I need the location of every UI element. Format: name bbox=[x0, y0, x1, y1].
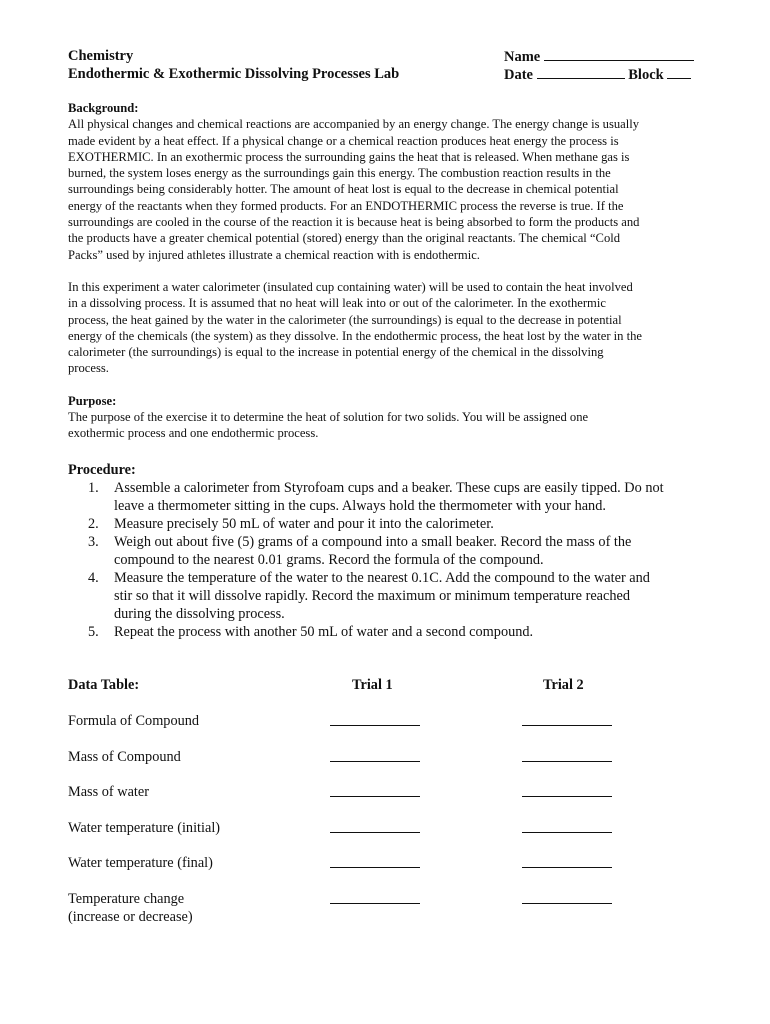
text-line: process, the heat gained by the water in the calorimeter (the surroundings) is equal to the decrease in potential bbox=[68, 312, 622, 327]
trial-2-blank[interactable] bbox=[522, 867, 612, 868]
step-text: Measure precisely 50 mL of water and pour it into the calorimeter. bbox=[114, 516, 494, 532]
step-text: leave a thermometer sitting in the cups. Always hold the thermometer with your hand. bbox=[114, 498, 606, 514]
row-label-line: Temperature change bbox=[68, 890, 185, 907]
name-field[interactable] bbox=[504, 47, 694, 66]
lab-title: Endothermic & Exothermic Dissolving Processes Lab bbox=[68, 66, 400, 82]
row-label bbox=[68, 712, 199, 730]
row-label bbox=[68, 819, 220, 837]
text-line: EXOTHERMIC. In an exothermic process the surrounding gains the heat that is released. When methane gas is bbox=[68, 149, 630, 164]
procedure-heading: Procedure: bbox=[68, 462, 136, 478]
text-line: energy of the reactants when they formed products. For an ENDOTHERMIC process the reverse is true. If the bbox=[68, 198, 624, 213]
text-line: surroundings being considerably hotter. The amount of heat lost is equal to the decrease in chemical potential bbox=[68, 182, 619, 197]
step-text: stir so that it will dissolve rapidly. Record the maximum or minimum temperature reached bbox=[114, 588, 631, 604]
step-text: Repeat the process with another 50 mL of water and a second compound. bbox=[114, 624, 534, 640]
procedure-step bbox=[68, 515, 728, 533]
step-text: during the dissolving process. bbox=[114, 606, 285, 622]
trial-2-blank[interactable] bbox=[522, 832, 612, 833]
text-line: calorimeter (the surroundings) is equal to the increase in potential energy of the chemical in the dissolving bbox=[68, 345, 604, 360]
trial-1-blank[interactable] bbox=[330, 903, 420, 904]
course-title: Chemistry bbox=[68, 48, 134, 64]
text-line: The purpose of the exercise it to determine the heat of solution for two solids. You will be assigned one bbox=[68, 410, 589, 425]
step-number: 1. bbox=[88, 480, 99, 496]
row-label bbox=[68, 783, 149, 801]
trial-2-blank[interactable] bbox=[522, 796, 612, 797]
step-number: 2. bbox=[88, 516, 99, 532]
trial-2-blank[interactable] bbox=[522, 903, 612, 904]
background-paragraph-1 bbox=[68, 116, 708, 263]
procedure-steps bbox=[68, 479, 728, 641]
row-label bbox=[68, 854, 213, 872]
step-number: 5. bbox=[88, 624, 99, 640]
block-label: Block bbox=[628, 67, 664, 83]
trial-1-blank[interactable] bbox=[330, 867, 420, 868]
row-label bbox=[68, 890, 193, 926]
procedure-step bbox=[68, 533, 728, 569]
block-blank[interactable] bbox=[667, 65, 691, 79]
row-label-line: Formula of Compound bbox=[68, 713, 200, 729]
procedure-section bbox=[68, 461, 728, 641]
background-heading: Background: bbox=[68, 101, 139, 115]
text-line: burned, the system loses energy as the surroundings gain this energy. The combustion reaction results in the bbox=[68, 166, 611, 181]
text-line: surroundings are cooled in the course of the reaction it is because heat is being absorbed to form the products and bbox=[68, 215, 640, 230]
name-blank[interactable] bbox=[544, 47, 694, 61]
step-text: Measure the temperature of the water to the nearest 0.1C. Add the compound to the water and bbox=[114, 570, 650, 586]
trial-1-blank[interactable] bbox=[330, 725, 420, 726]
step-text: Assemble a calorimeter from Styrofoam cups and a beaker. These cups are easily tipped. Do not bbox=[114, 480, 664, 496]
row-label bbox=[68, 748, 181, 766]
procedure-step bbox=[68, 569, 728, 623]
trial-1-blank[interactable] bbox=[330, 832, 420, 833]
step-text: Weigh out about five (5) grams of a compound into a small beaker. Record the mass of the bbox=[114, 534, 632, 550]
date-block-field[interactable] bbox=[504, 65, 691, 84]
name-label: Name bbox=[504, 49, 541, 65]
text-line: Packs” used by injured athletes illustrate a chemical reaction with is endothermic. bbox=[68, 247, 480, 262]
date-blank[interactable] bbox=[537, 65, 625, 79]
row-label-line: Mass of Compound bbox=[68, 748, 181, 765]
date-label: Date bbox=[504, 67, 533, 83]
data-table-heading: Data Table: bbox=[68, 677, 140, 693]
text-line: exothermic process and one endothermic process. bbox=[68, 426, 319, 441]
text-line: energy of the chemicals (the system) as they dissolve. In the endothermic process, the heat lost by the water in the bbox=[68, 328, 643, 343]
trial-2-blank[interactable] bbox=[522, 725, 612, 726]
step-number: 4. bbox=[88, 570, 99, 586]
background-section bbox=[68, 100, 708, 442]
row-label-line: Water temperature (final) bbox=[68, 855, 213, 871]
procedure-step bbox=[68, 623, 728, 641]
procedure-step bbox=[68, 479, 728, 515]
trial-2-blank[interactable] bbox=[522, 761, 612, 762]
trial-1-blank[interactable] bbox=[330, 761, 420, 762]
background-paragraph-2 bbox=[68, 279, 708, 377]
trial-1-header: Trial 1 bbox=[352, 677, 393, 693]
row-label-line: Mass of water bbox=[68, 784, 149, 800]
step-text: compound to the nearest 0.01 grams. Record the formula of the compound. bbox=[114, 552, 544, 568]
row-label-line: (increase or decrease) bbox=[68, 908, 193, 925]
purpose-paragraph bbox=[68, 409, 708, 442]
trial-1-blank[interactable] bbox=[330, 796, 420, 797]
text-line: process. bbox=[68, 361, 109, 376]
step-number: 3. bbox=[88, 534, 99, 550]
row-label-line: Water temperature (initial) bbox=[68, 819, 221, 836]
text-line: the products have a greater chemical potential (stored) energy than the original reactants. The chemical “Cold bbox=[68, 231, 621, 246]
trial-2-header: Trial 2 bbox=[543, 677, 584, 693]
text-line: in a dissolving process. It is assumed that no heat will leak into or out of the calorimeter. In the exothermic bbox=[68, 296, 606, 311]
text-line: made evident by a heat effect. If a physical change or a chemical reaction produces heat energy the process is bbox=[68, 133, 619, 148]
purpose-heading: Purpose: bbox=[68, 393, 117, 408]
text-line: In this experiment a water calorimeter (insulated cup containing water) will be used to contain the heat involved bbox=[68, 279, 633, 294]
text-line: All physical changes and chemical reactions are accompanied by an energy change. The energy change is usually bbox=[68, 117, 640, 132]
